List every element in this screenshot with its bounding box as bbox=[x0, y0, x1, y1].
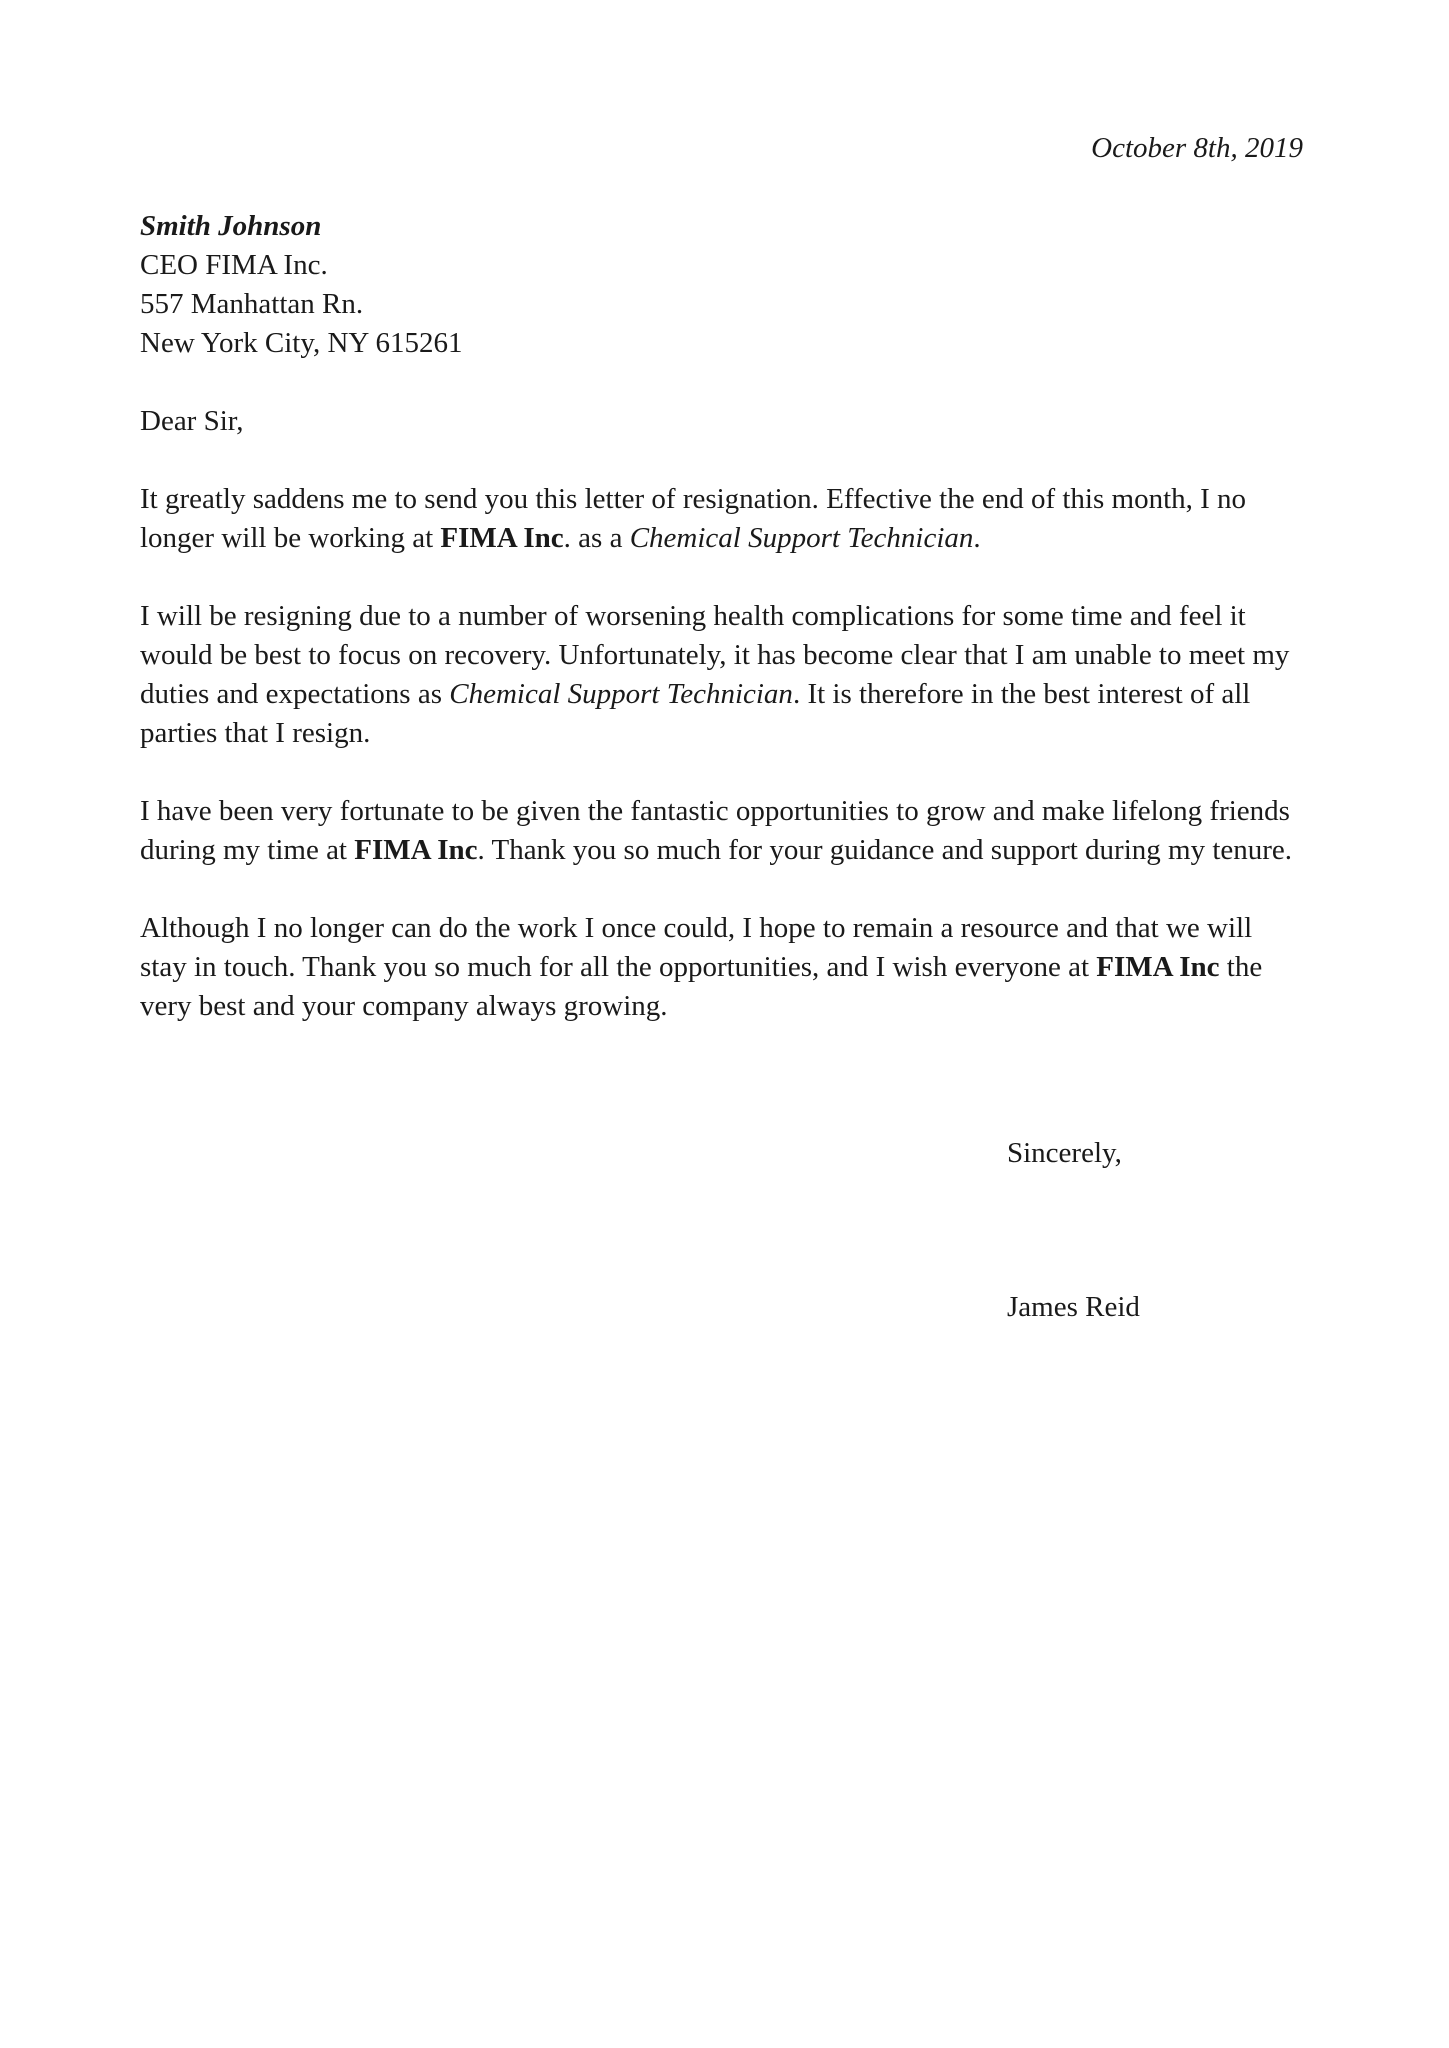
text-run: very best and your company always growing. bbox=[140, 990, 668, 1022]
text-run: . Thank you so much for your guidance and support during my tenure. bbox=[477, 834, 1293, 866]
text-run: parties that I resign. bbox=[140, 717, 371, 749]
salutation: Dear Sir, bbox=[140, 405, 244, 437]
text-run: Although I no longer can do the work I once could, I hope to remain a resource and that we will bbox=[140, 912, 1253, 944]
text-line bbox=[140, 597, 1303, 636]
company-name: FIMA Inc bbox=[1096, 951, 1220, 983]
text-line bbox=[140, 636, 1303, 675]
text-line bbox=[140, 987, 1303, 1026]
text-run: stay in touch. Thank you so much for all the opportunities, and I wish everyone at bbox=[140, 951, 1097, 983]
text-run: . bbox=[973, 522, 981, 554]
text-line bbox=[140, 792, 1303, 831]
body-paragraph-1 bbox=[140, 480, 1303, 558]
body-paragraph-2 bbox=[140, 597, 1303, 753]
text-run: the bbox=[1219, 951, 1263, 983]
letter-date: October 8th, 2019 bbox=[1091, 132, 1303, 164]
text-run: duties and expectations as bbox=[140, 678, 450, 710]
signature-name: James Reid bbox=[1007, 1291, 1140, 1323]
text-run: It greatly saddens me to send you this letter of resignation. Effective the end of this month, I no bbox=[140, 483, 1247, 515]
job-title: Chemical Support Technician bbox=[449, 678, 793, 710]
text-line bbox=[140, 714, 1303, 753]
text-run: during my time at bbox=[140, 834, 355, 866]
recipient-block bbox=[140, 207, 1303, 363]
text-line bbox=[140, 519, 1303, 558]
text-line bbox=[140, 948, 1303, 987]
text-run: would be best to focus on recovery. Unfortunately, it has become clear that I am unable to meet my bbox=[140, 639, 1290, 671]
body-paragraph-4 bbox=[140, 909, 1303, 1026]
text-line bbox=[140, 909, 1303, 948]
recipient-name: Smith Johnson bbox=[140, 210, 322, 242]
company-name: FIMA Inc bbox=[440, 522, 564, 554]
text-line bbox=[140, 675, 1303, 714]
text-line bbox=[140, 831, 1303, 870]
text-run: longer will be working at bbox=[140, 522, 441, 554]
text-run: . as a bbox=[563, 522, 630, 554]
recipient-street: 557 Manhattan Rn. bbox=[140, 288, 364, 320]
text-run: I will be resigning due to a number of worsening health complications for some time and feel it bbox=[140, 600, 1246, 632]
text-line bbox=[140, 480, 1303, 519]
recipient-title: CEO FIMA Inc. bbox=[140, 249, 328, 281]
text-run: I have been very fortunate to be given the fantastic opportunities to grow and make lifelong friends bbox=[140, 795, 1290, 827]
job-title: Chemical Support Technician bbox=[629, 522, 974, 554]
closing-valediction: Sincerely, bbox=[1007, 1137, 1122, 1169]
text-run: . It is therefore in the best interest of all bbox=[792, 678, 1251, 710]
body-paragraph-3 bbox=[140, 792, 1303, 870]
company-name: FIMA Inc bbox=[354, 834, 478, 866]
recipient-city: New York City, NY 615261 bbox=[140, 327, 463, 359]
